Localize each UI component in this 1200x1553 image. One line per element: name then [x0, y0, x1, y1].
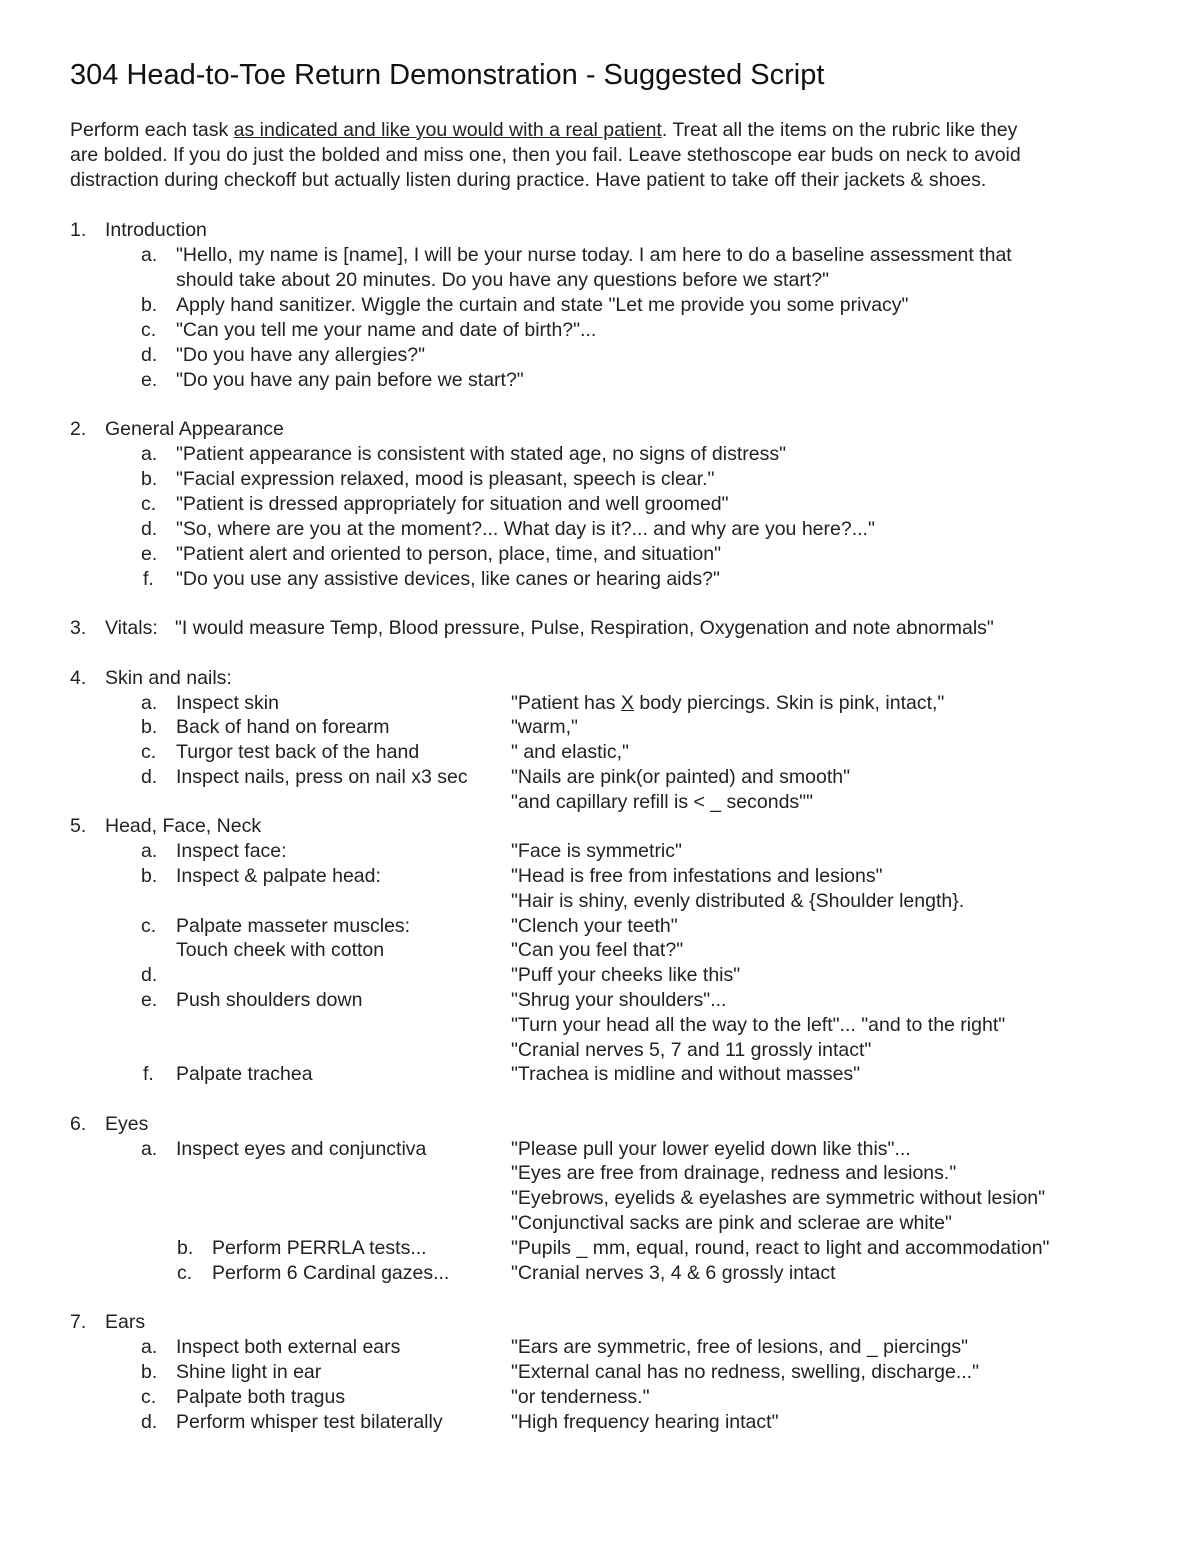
item-action: Inspect eyes and conjunctiva — [176, 1138, 427, 1160]
item-letter: e. — [141, 369, 158, 391]
intro-lead: Perform each task — [70, 119, 234, 141]
section-title: Ears — [105, 1311, 146, 1333]
item-script: "Please pull your lower eyelid down like this"... — [511, 1138, 911, 1160]
item-letter: d. — [141, 964, 158, 986]
item-letter: b. — [177, 1237, 194, 1259]
intro-line3: distraction during checkoff but actually listen during practice. Have patient to take off their jackets & shoes. — [70, 169, 987, 191]
item-letter: d. — [141, 1411, 158, 1433]
item-text: "Patient appearance is consistent with stated age, no signs of distress" — [176, 443, 787, 465]
item-text: Apply hand sanitizer. Wiggle the curtain and state "Let me provide you some privacy" — [176, 294, 909, 316]
section-number: 6. — [70, 1113, 87, 1135]
item-letter: d. — [141, 344, 158, 366]
item-script: "Face is symmetric" — [511, 840, 682, 862]
section-number: 1. — [70, 219, 87, 241]
section-number: 2. — [70, 418, 87, 440]
item-action: Palpate both tragus — [176, 1386, 346, 1408]
item-script: "Eyebrows, eyelids & eyelashes are symmetric without lesion" — [511, 1187, 1046, 1209]
section-title: Introduction — [105, 219, 207, 241]
page-title: 304 Head-to-Toe Return Demonstration - Suggested Script — [70, 59, 825, 91]
item-letter: c. — [141, 915, 157, 937]
item-script: "High frequency hearing intact" — [511, 1411, 779, 1433]
item-script: "Eyes are free from drainage, redness and lesions." — [511, 1162, 957, 1184]
item-script: "Puff your cheeks like this" — [511, 964, 741, 986]
item-script: "Cranial nerves 5, 7 and 11 grossly intact" — [511, 1039, 872, 1061]
section-number: 3. — [70, 617, 87, 639]
item-letter: a. — [141, 840, 158, 862]
item-letter: d. — [141, 766, 158, 788]
item-letter: f. — [143, 568, 154, 590]
item-text: "Hello, my name is [name], I will be your nurse today. I am here to do a baseline assessment that — [176, 244, 1012, 266]
item-action: Inspect skin — [176, 692, 279, 714]
intro-paragraph — [70, 118, 1140, 193]
intro-underlined: as indicated and like you would with a real patient — [233, 119, 662, 141]
item-letter: b. — [141, 468, 158, 490]
item-script: "warm," — [511, 716, 578, 738]
section-number: 5. — [70, 815, 87, 837]
item-letter: d. — [141, 518, 158, 540]
item-letter: b. — [141, 716, 158, 738]
item-text: "Do you have any allergies?" — [176, 344, 426, 366]
item-text: "Facial expression relaxed, mood is pleasant, speech is clear." — [176, 468, 715, 490]
item-text: "Patient alert and oriented to person, place, time, and situation" — [176, 543, 722, 565]
item-action: Perform 6 Cardinal gazes... — [212, 1262, 450, 1284]
item-action: Inspect nails, press on nail x3 sec — [176, 766, 468, 788]
item-letter: b. — [141, 1361, 158, 1383]
item-script: "Can you feel that?" — [511, 939, 684, 961]
item-script: "External canal has no redness, swelling, discharge..." — [511, 1361, 980, 1383]
item-script: "Patient has X body piercings. Skin is pink, intact," — [511, 692, 945, 714]
item-letter: b. — [141, 865, 158, 887]
item-script: "Clench your teeth" — [511, 915, 678, 937]
item-script: "Hair is shiny, evenly distributed & {Shoulder length}. — [511, 890, 965, 912]
item-text: "So, where are you at the moment?... What day is it?... and why are you here?..." — [176, 518, 875, 540]
intro-rest: . Treat all the items on the rubric like they — [661, 119, 1018, 141]
section-title: Head, Face, Neck — [105, 815, 262, 837]
item-action: Perform PERRLA tests... — [212, 1237, 427, 1259]
section-title: Eyes — [105, 1113, 149, 1135]
item-action: Perform whisper test bilaterally — [176, 1411, 443, 1433]
item-script: "Head is free from infestations and lesions" — [511, 865, 883, 887]
item-letter: c. — [177, 1262, 193, 1284]
item-script: " and elastic," — [511, 741, 629, 763]
item-letter: c. — [141, 319, 157, 341]
item-text: should take about 20 minutes. Do you have any questions before we start?" — [176, 269, 829, 291]
item-letter: a. — [141, 1336, 158, 1358]
item-letter: a. — [141, 244, 158, 266]
item-letter: f. — [143, 1063, 154, 1085]
item-action: Push shoulders down — [176, 989, 363, 1011]
item-text: "I would measure Temp, Blood pressure, Pulse, Respiration, Oxygenation and note abnormals" — [175, 617, 994, 639]
item-action: Back of hand on forearm — [176, 716, 390, 738]
item-action: Shine light in ear — [176, 1361, 322, 1383]
item-action: Palpate trachea — [176, 1063, 313, 1085]
item-letter: e. — [141, 989, 158, 1011]
section-number: 7. — [70, 1311, 87, 1333]
item-script: "Turn your head all the way to the left"... "and to the right" — [511, 1014, 1006, 1036]
item-letter: a. — [141, 1138, 158, 1160]
item-action: Inspect both external ears — [176, 1336, 401, 1358]
item-action: Palpate masseter muscles: — [176, 915, 411, 937]
intro-line2: are bolded. If you do just the bolded and miss one, then you fail. Leave stethoscope ear buds on neck to avoid — [70, 144, 1021, 166]
item-letter: a. — [141, 443, 158, 465]
item-script: "Cranial nerves 3, 4 & 6 grossly intact — [511, 1262, 836, 1284]
item-action: Turgor test back of the hand — [176, 741, 420, 763]
item-script: "Trachea is midline and without masses" — [511, 1063, 861, 1085]
item-text: "Can you tell me your name and date of birth?"... — [176, 319, 597, 341]
item-script: "and capillary refill is < _ seconds"" — [511, 791, 814, 813]
item-letter: e. — [141, 543, 158, 565]
item-letter: c. — [141, 1386, 157, 1408]
item-script: "Nails are pink(or painted) and smooth" — [511, 766, 851, 788]
item-letter: a. — [141, 692, 158, 714]
item-script: "Pupils _ mm, equal, round, react to light and accommodation" — [511, 1237, 1050, 1259]
item-action: Touch cheek with cotton — [176, 939, 385, 961]
section-title: Vitals: — [105, 617, 158, 639]
item-text: "Do you use any assistive devices, like canes or hearing aids?" — [176, 568, 720, 590]
item-text: "Do you have any pain before we start?" — [176, 369, 524, 391]
item-letter: b. — [141, 294, 158, 316]
item-script: "Shrug your shoulders"... — [511, 989, 727, 1011]
section-number: 4. — [70, 667, 87, 689]
item-script: "or tenderness." — [511, 1386, 650, 1408]
item-script: "Conjunctival sacks are pink and sclerae are white" — [511, 1212, 952, 1234]
item-text: "Patient is dressed appropriately for situation and well groomed" — [176, 493, 729, 515]
item-action: Inspect & palpate head: — [176, 865, 381, 887]
item-letter: c. — [141, 493, 157, 515]
item-script: "Ears are symmetric, free of lesions, and _ piercings" — [511, 1336, 969, 1358]
section-title: Skin and nails: — [105, 667, 232, 689]
item-letter: c. — [141, 741, 157, 763]
section-title: General Appearance — [105, 418, 284, 440]
item-action: Inspect face: — [176, 840, 287, 862]
